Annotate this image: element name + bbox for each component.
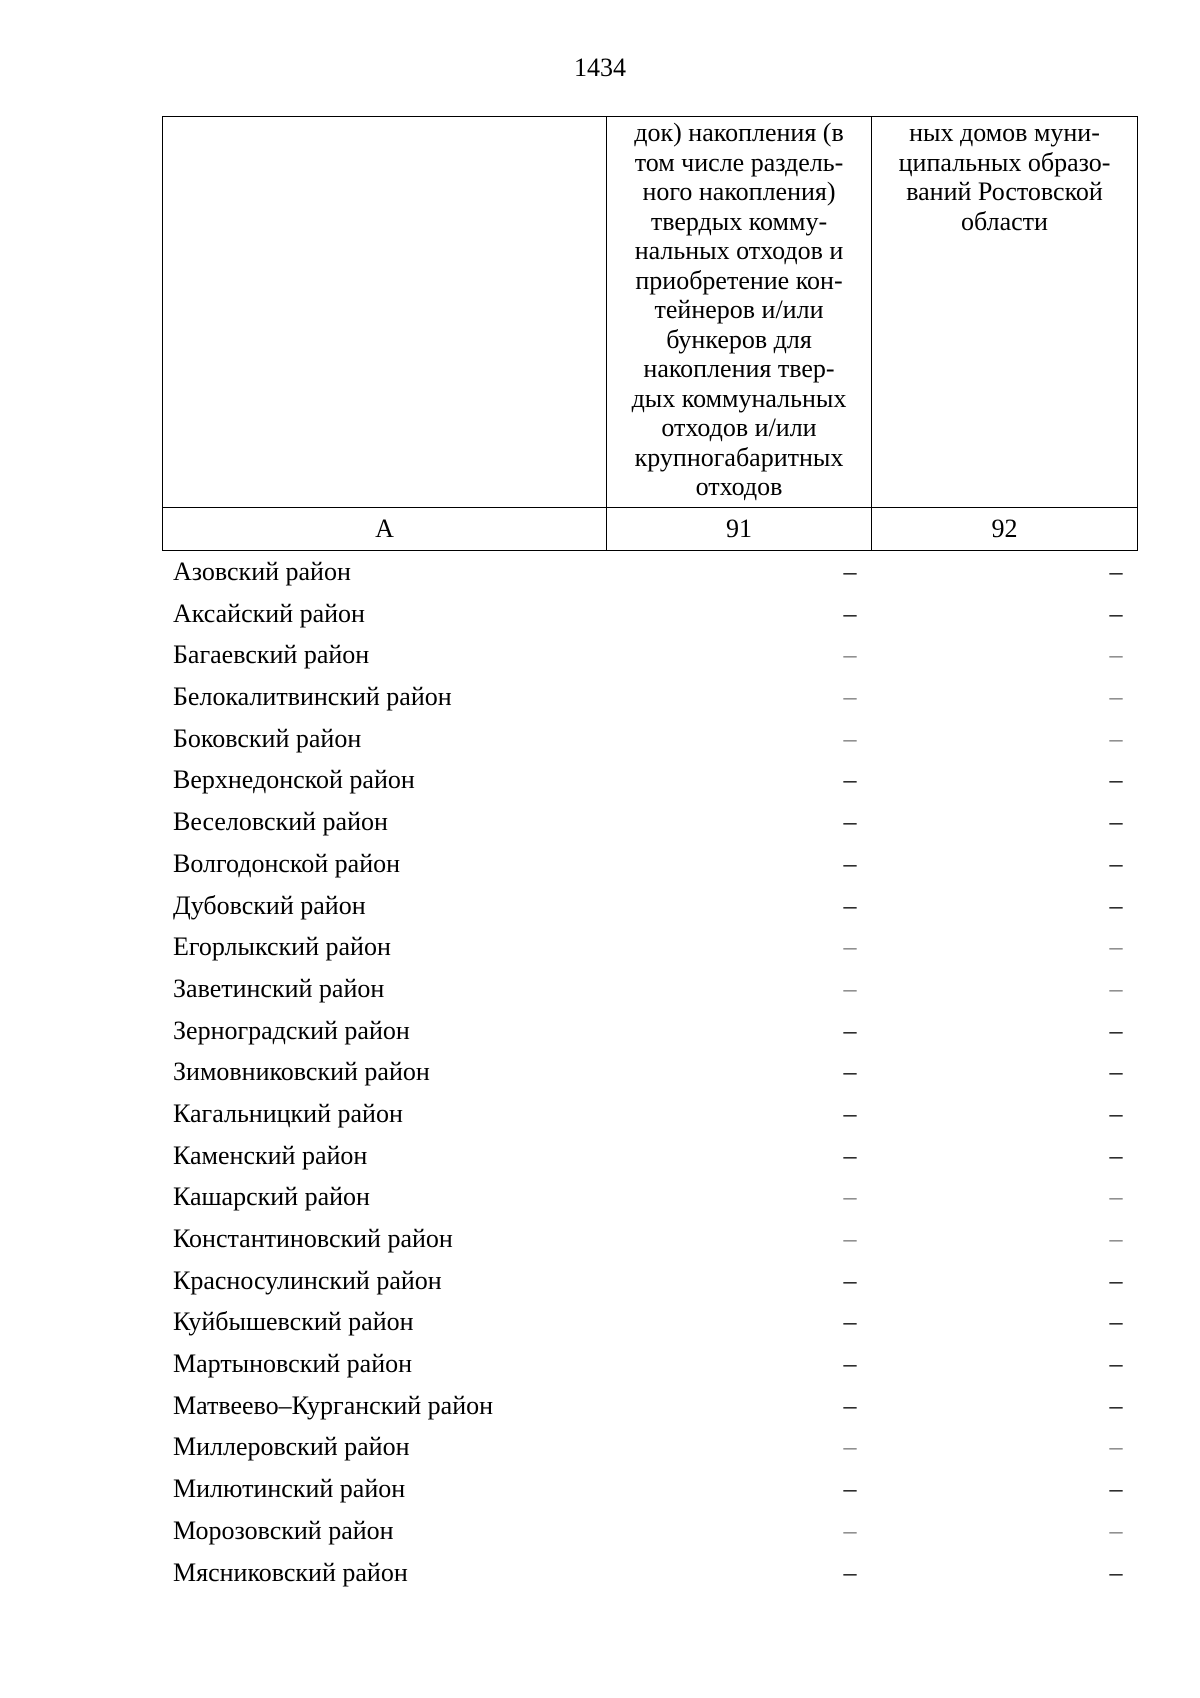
table-row [0,1136,1200,1178]
value-col-91: – [843,1057,857,1087]
column-number-row [163,508,1138,551]
header-cell-92 [872,117,1138,508]
value-col-91: – [843,1557,857,1587]
value-col-92: – [1109,1140,1123,1170]
value-col-92: – [1109,682,1123,712]
table-row [0,1344,1200,1386]
value-col-91: – [843,640,857,670]
district-name: Милютинский район [173,1474,406,1504]
value-col-92: – [1109,807,1123,837]
district-name: Кагальницкий район [173,1098,403,1128]
table-row [0,719,1200,761]
district-name: Волгодонской район [173,848,401,878]
district-name: Кашарский район [173,1182,370,1212]
value-col-91: – [843,723,857,753]
column-number-91: 91 [607,508,872,551]
value-col-92: – [1109,1432,1123,1462]
value-col-92: – [1109,1390,1123,1420]
value-col-92: – [1109,765,1123,795]
district-name: Мартыновский район [173,1349,413,1379]
value-col-91: – [843,932,857,962]
table-row [0,1427,1200,1469]
value-col-92: – [1109,1515,1123,1545]
table-header [162,116,1138,551]
table-row [0,1553,1200,1595]
value-col-92: – [1109,1015,1123,1045]
table-row [0,594,1200,636]
value-col-92: – [1109,640,1123,670]
district-name: Боковский район [173,723,362,753]
district-name: Морозовский район [173,1515,394,1545]
value-col-92: – [1109,1265,1123,1295]
table-row [0,635,1200,677]
table-row [0,760,1200,802]
value-col-91: – [843,1098,857,1128]
value-col-91: – [843,1224,857,1253]
column-number-92: 92 [872,508,1138,551]
header-text-92: ных домов муни- ципальных образо- ваний Ростовской области [898,118,1111,236]
header-text-a [163,117,606,118]
table-row [0,1261,1200,1303]
value-col-91: – [843,1265,857,1295]
district-name: Егорлыкский район [173,932,391,962]
district-name: Заветинский район [173,973,385,1003]
value-col-91: – [843,848,857,878]
value-col-92: – [1109,1098,1123,1128]
value-col-92: – [1109,1307,1123,1337]
value-col-91: – [843,1390,857,1420]
table-row [0,677,1200,719]
value-col-91: – [843,557,857,586]
district-name: Матвеево–Курганский район [173,1390,494,1420]
header-cell-91 [607,117,872,508]
table-row [0,1386,1200,1428]
value-col-91: – [843,598,857,628]
table-row [0,969,1200,1011]
district-name: Красносулинский район [173,1265,442,1295]
district-name: Мясниковский район [173,1557,408,1587]
header-text-91: док) накопления (в том числе раздель- ного накопления) твердых комму- нальных отходов и приобретение кон- тейнеров и/или бункеров для накопления твер- дых коммунальных отходов и/или крупногабаритных отходов [631,118,847,501]
table-row [0,1011,1200,1053]
table-row [0,1469,1200,1511]
value-col-91: – [843,1307,857,1337]
value-col-91: – [843,1015,857,1045]
table-row [0,1052,1200,1094]
district-name: Веселовский район [173,807,388,837]
table-row [0,1511,1200,1553]
district-name: Куйбышевский район [173,1307,414,1337]
table-row [0,927,1200,969]
value-col-91: – [843,1515,857,1545]
value-col-91: – [843,1140,857,1170]
value-col-91: – [843,1474,857,1504]
district-name: Багаевский район [173,640,370,670]
value-col-92: – [1109,1182,1123,1212]
value-col-91: – [843,1182,857,1212]
header-row [163,117,1138,508]
district-name: Константиновский район [173,1224,453,1253]
district-name: Аксайский район [173,598,365,628]
value-col-92: – [1109,1057,1123,1087]
value-col-92: – [1109,723,1123,753]
value-col-92: – [1109,1557,1123,1587]
value-col-92: – [1109,932,1123,962]
table-row [0,552,1200,594]
table-row [0,1219,1200,1261]
district-name: Зимовниковский район [173,1057,430,1087]
value-col-91: – [843,765,857,795]
value-col-92: – [1109,1474,1123,1504]
value-col-91: – [843,890,857,920]
value-col-92: – [1109,890,1123,920]
value-col-91: – [843,1349,857,1379]
table-row [0,1094,1200,1136]
table-body [0,552,1200,1594]
table-row [0,844,1200,886]
table-row [0,886,1200,928]
table-row [0,802,1200,844]
district-name: Верхнедонской район [173,765,415,795]
value-col-92: – [1109,848,1123,878]
district-name: Зерноградский район [173,1015,410,1045]
value-col-92: – [1109,1224,1123,1253]
district-name: Белокалитвинский район [173,682,452,712]
value-col-91: – [843,807,857,837]
district-name: Азовский район [173,557,351,586]
value-col-92: – [1109,973,1123,1003]
table-row [0,1302,1200,1344]
district-name: Каменский район [173,1140,368,1170]
value-col-91: – [843,1432,857,1462]
value-col-91: – [843,682,857,712]
column-number-a: А [163,508,607,551]
district-name: Миллеровский район [173,1432,410,1462]
header-cell-a [163,117,607,508]
value-col-92: – [1109,557,1123,586]
value-col-92: – [1109,1349,1123,1379]
district-name: Дубовский район [173,890,366,920]
page-number: 1434 [574,53,626,82]
table-row [0,1177,1200,1219]
value-col-91: – [843,973,857,1003]
value-col-92: – [1109,598,1123,628]
